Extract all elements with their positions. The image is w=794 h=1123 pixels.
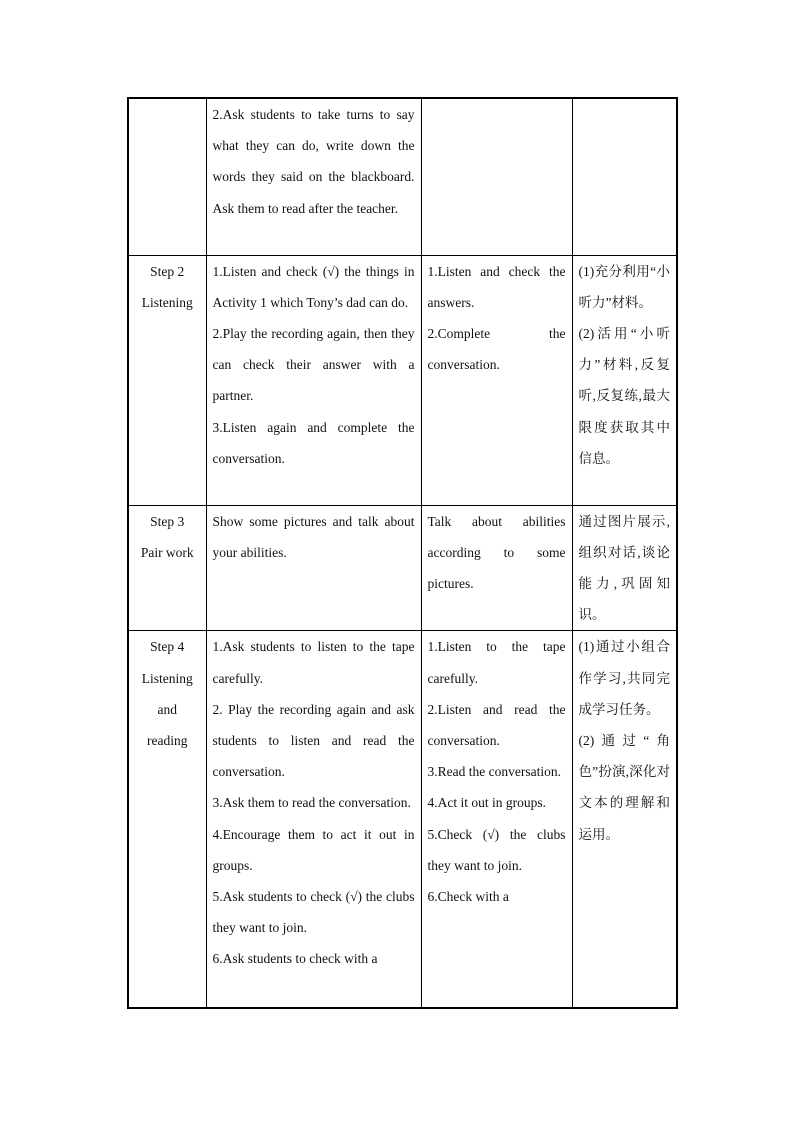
student-activity-item: 2.Complete the conversation.: [427, 325, 566, 373]
teacher-activity-cell: [206, 505, 421, 631]
purpose-item: 通过图片展示,组织对话,谈论能力,巩固知识。: [578, 513, 670, 623]
purpose-item: (1)通过小组合作学习,共同完成学习任务。: [578, 639, 670, 717]
table-row: [128, 631, 677, 1008]
step-name: Listening: [141, 670, 193, 686]
step-name: Pair work: [140, 544, 194, 560]
student-activity-cell: [421, 631, 572, 1008]
student-activity-cell: [421, 255, 572, 505]
lesson-plan-table: [127, 97, 678, 1009]
purpose-cell: [572, 255, 677, 505]
teacher-activity-item: 1.Ask students to listen to the tape carefully.: [212, 639, 415, 686]
student-activity-item: Talk about abilities according to some pictures.: [427, 513, 566, 591]
teacher-activity-item: 2.Ask students to take turns to say what they can do, write down the words they said on the blackboard. Ask them to read after the teacher.: [212, 107, 415, 216]
table-row: [128, 255, 677, 505]
purpose-item: (1)充分利用“小听力”材料。: [578, 263, 670, 310]
purpose-item: (2)通过“角色”扮演,深化对文本的理解和运用。: [578, 732, 670, 842]
table-row: [128, 98, 677, 255]
teacher-activity-item: 5.Ask students to check (√) the clubs they want to join.: [212, 888, 415, 936]
step-name: Listening: [141, 294, 193, 310]
purpose-cell: [572, 98, 677, 255]
step-cell: [128, 98, 206, 255]
teacher-activity-cell: [206, 98, 421, 255]
purpose-cell: [572, 631, 677, 1008]
step-name: reading: [147, 732, 188, 748]
step-cell: [128, 255, 206, 505]
step-label: Step 2: [150, 263, 185, 279]
purpose-item: (2)活用“小听力”材料,反复听,反复练,最大限度获取其中信息。: [578, 325, 670, 466]
teacher-activity-item: 2. Play the recording again and ask students to listen and read the conversation.: [212, 701, 415, 780]
step-cell: [128, 631, 206, 1008]
student-activity-item: 3.Read the conversation.: [427, 764, 561, 780]
teacher-activity-item: 3.Ask them to read the conversation.: [212, 795, 411, 811]
student-activity-cell: [421, 98, 572, 255]
teacher-activity-item: 1.Listen and check (√) the things in Activity 1 which Tony’s dad can do.: [212, 263, 415, 310]
teacher-activity-item: 4.Encourage them to act it out in groups.: [212, 826, 415, 873]
teacher-activity-item: 2.Play the recording again, then they can check their answer with a partner.: [212, 325, 415, 404]
step-name: and: [157, 701, 177, 717]
student-activity-cell: [421, 505, 572, 631]
table-row: [128, 505, 677, 631]
student-activity-item: 5.Check (√) the clubs they want to join.: [427, 826, 566, 873]
student-activity-item: 4.Act it out in groups.: [427, 795, 546, 811]
teacher-activity-item: Show some pictures and talk about your abilities.: [212, 513, 415, 560]
step-label: Step 3: [150, 513, 185, 529]
student-activity-item: 1.Listen and check the answers.: [427, 263, 566, 310]
step-label: Step 4: [150, 639, 185, 655]
teacher-activity-item: 6.Ask students to check with a: [212, 951, 378, 967]
student-activity-item: 2.Listen and read the conversation.: [427, 701, 566, 748]
teacher-activity-cell: [206, 255, 421, 505]
step-cell: [128, 505, 206, 631]
student-activity-item: 6.Check with a: [427, 888, 509, 904]
teacher-activity-cell: [206, 631, 421, 1008]
teacher-activity-item: 3.Listen again and complete the conversation.: [212, 419, 415, 466]
purpose-cell: [572, 505, 677, 631]
student-activity-item: 1.Listen to the tape carefully.: [427, 639, 566, 686]
